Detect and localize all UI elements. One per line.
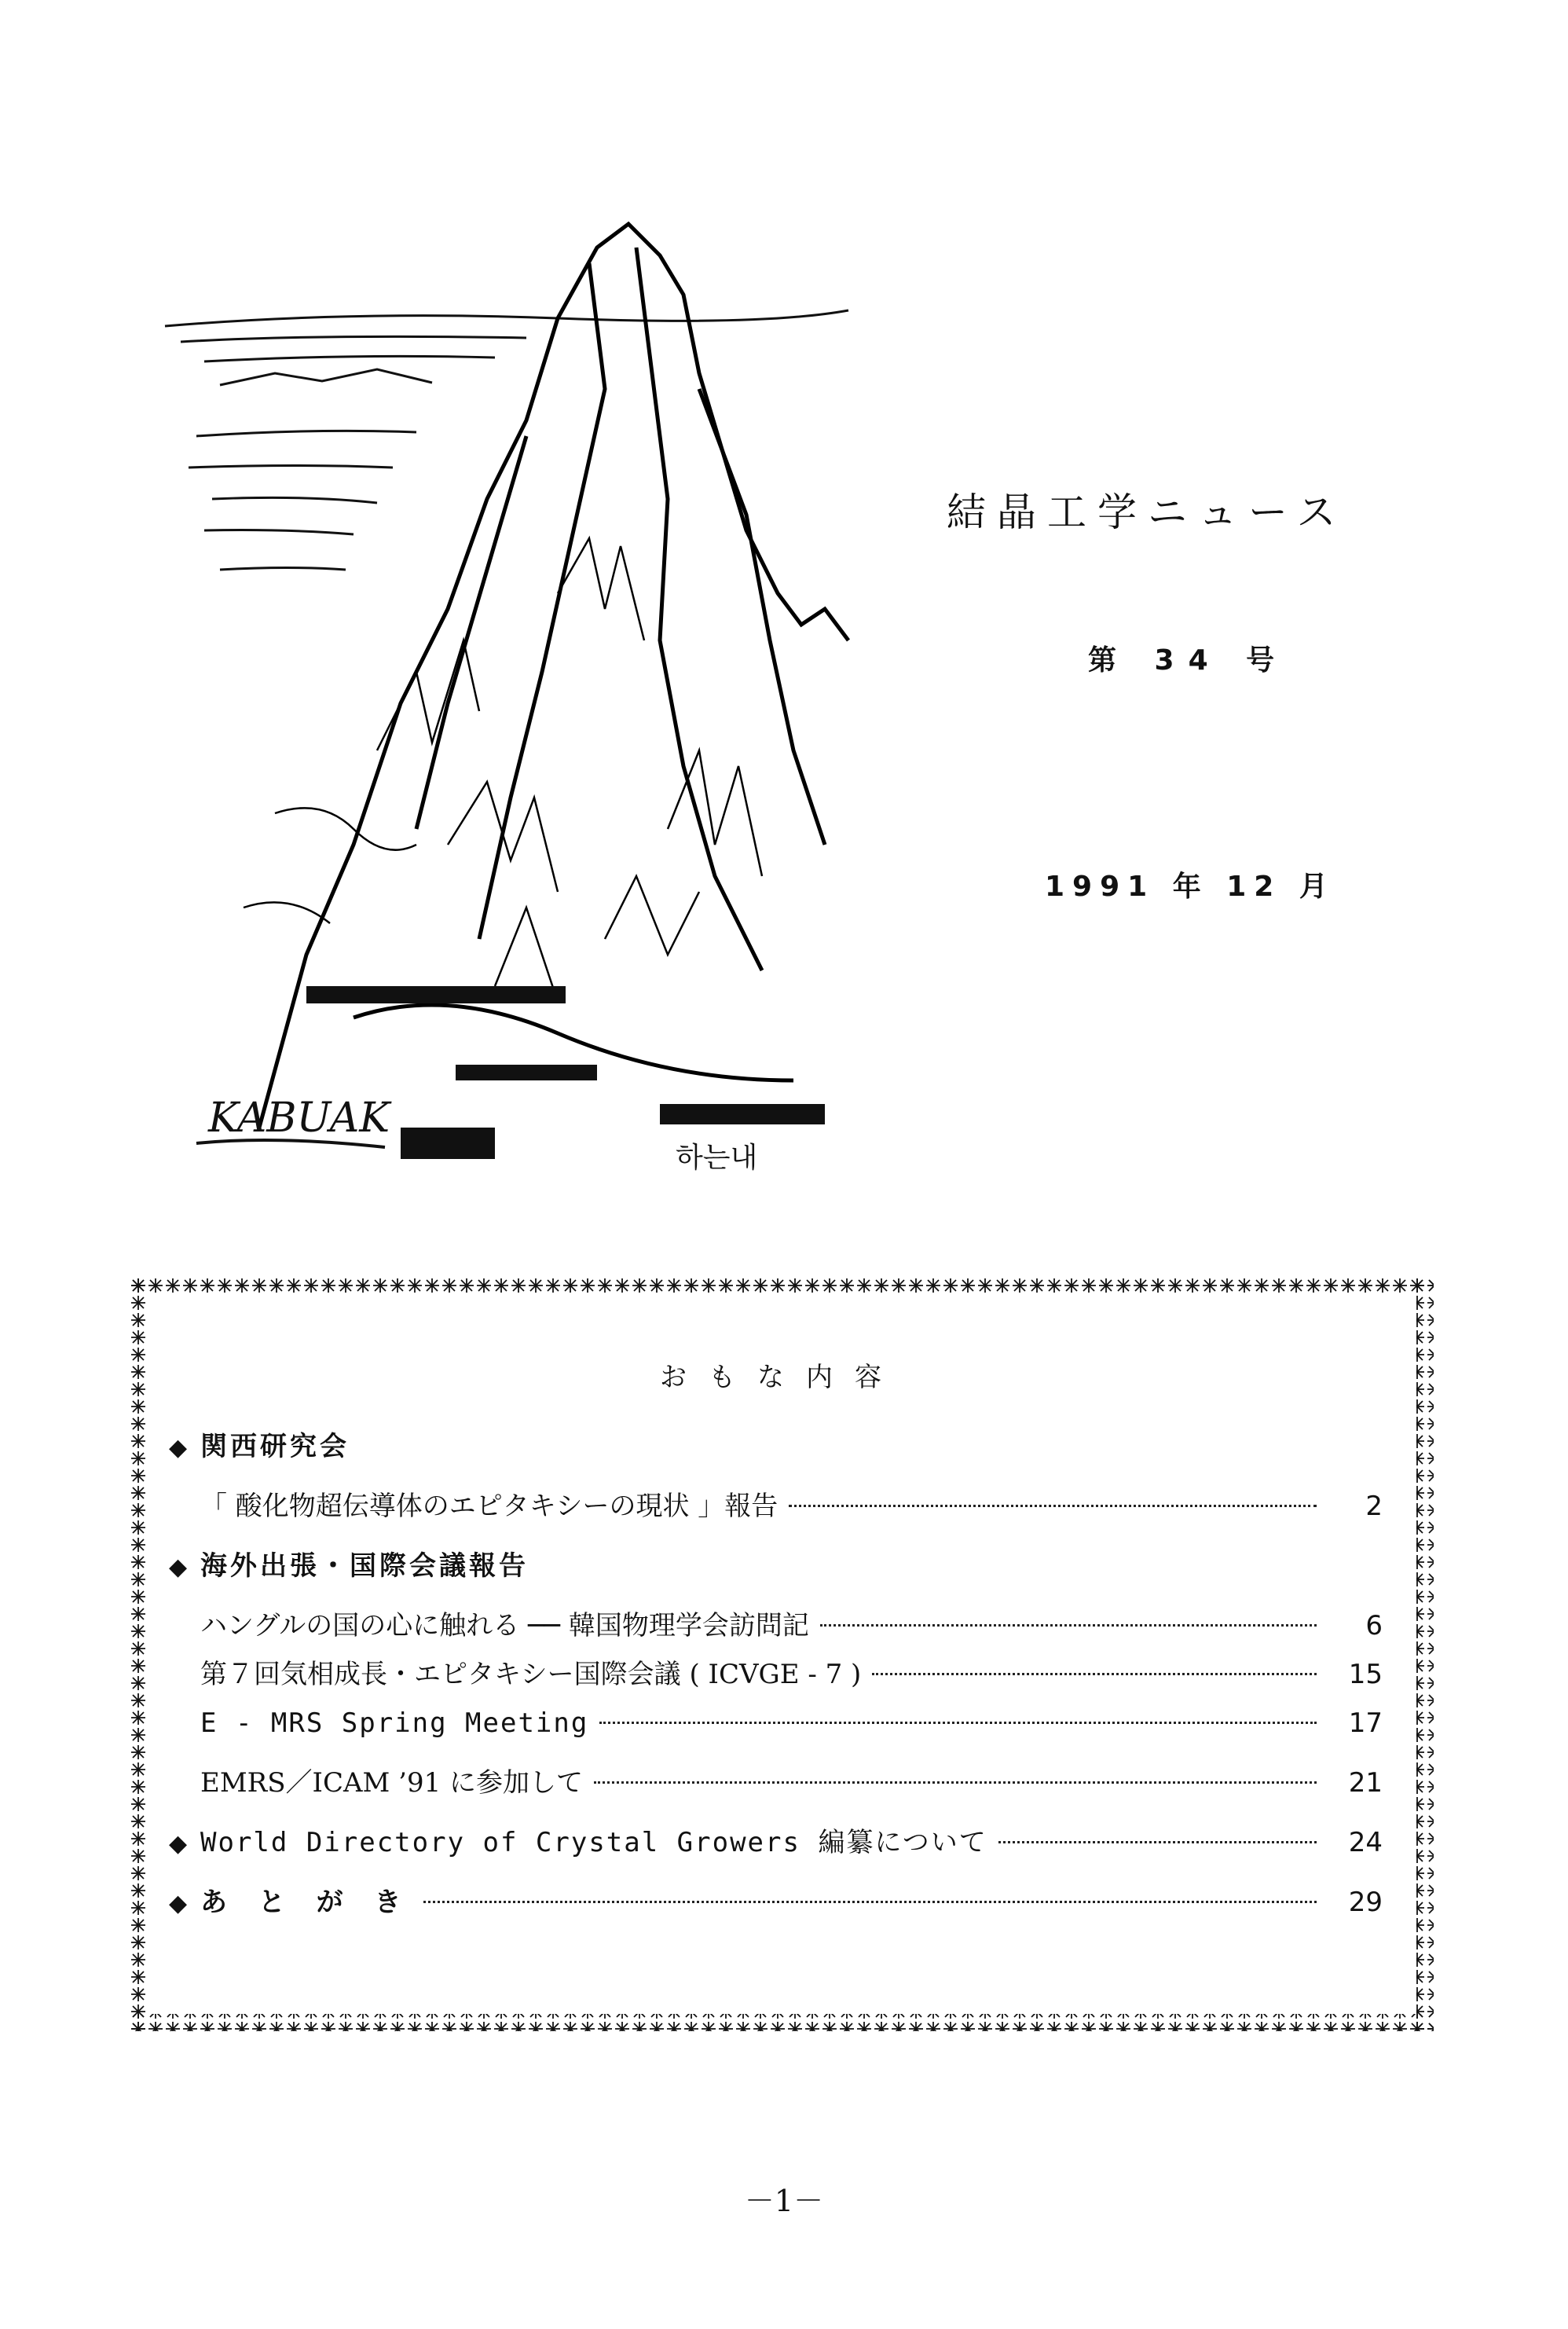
toc-page-number: 15	[1348, 1659, 1383, 1690]
dot-leader	[820, 1624, 1317, 1627]
toc-entry	[169, 1650, 1383, 1699]
page-number-footer: －1－	[744, 2184, 824, 2218]
diamond-bullet-icon: ◆	[169, 1553, 191, 1581]
dot-leader	[789, 1505, 1317, 1507]
dot-leader	[998, 1841, 1317, 1843]
toc-page-number: 21	[1348, 1767, 1383, 1799]
issue-date: 1991 年 12 月	[1045, 871, 1335, 903]
toc-page-number: 2	[1365, 1491, 1383, 1522]
toc-entry	[169, 1482, 1383, 1531]
toc-entry-title: ハングルの国の心に触れる ── 韓国物理学会訪問記	[200, 1610, 809, 1641]
contents-list	[169, 1422, 1383, 1927]
dot-leader	[599, 1722, 1317, 1724]
toc-entry	[169, 1818, 1383, 1867]
toc-entry-title: 「 酸化物超伝導体のエピタキシーの現状 」報告	[200, 1491, 779, 1522]
dot-leader	[594, 1781, 1317, 1784]
toc-entry-title: 第７回気相成長・エピタキシー国際会議 ( ICVGE - 7 )	[200, 1659, 862, 1690]
toc-entry	[169, 1699, 1383, 1748]
toc-entry	[169, 1878, 1383, 1927]
toc-entry-title: EMRS／ICAM ’91 に参加して	[200, 1767, 584, 1799]
mountain-sketch-illustration	[118, 200, 860, 1202]
issue-number: 第 34 号	[1088, 644, 1289, 677]
toc-page-number: 17	[1348, 1707, 1383, 1739]
svg-text:KABUAK: KABUAK	[208, 1095, 390, 1142]
toc-section-label: 関西研究会	[200, 1431, 350, 1462]
toc-section	[169, 1422, 1383, 1471]
toc-entry	[169, 1601, 1383, 1650]
dot-leader	[423, 1901, 1317, 1903]
toc-section-label: 海外出張・国際会議報告	[200, 1550, 529, 1582]
toc-section	[169, 1542, 1383, 1590]
toc-entry-title: World Directory of Crystal Growers 編纂について	[200, 1827, 987, 1858]
newsletter-title: 結晶工学ニュース	[947, 490, 1347, 535]
toc-page-number: 6	[1365, 1610, 1383, 1641]
svg-text:하는내: 하는내	[676, 1142, 758, 1174]
contents-heading: おもな内容	[660, 1362, 903, 1393]
toc-page-number: 29	[1348, 1887, 1383, 1918]
toc-page-number: 24	[1348, 1827, 1383, 1858]
toc-entry-title: あ と が き	[200, 1887, 412, 1918]
diamond-bullet-icon: ◆	[169, 1890, 188, 1917]
toc-entry	[169, 1759, 1383, 1807]
dot-leader	[872, 1673, 1317, 1675]
diamond-bullet-icon: ◆	[169, 1434, 191, 1462]
contents-box	[130, 1277, 1434, 2031]
toc-entry-title: E - MRS Spring Meeting	[200, 1707, 589, 1739]
diamond-bullet-icon: ◆	[169, 1830, 188, 1858]
